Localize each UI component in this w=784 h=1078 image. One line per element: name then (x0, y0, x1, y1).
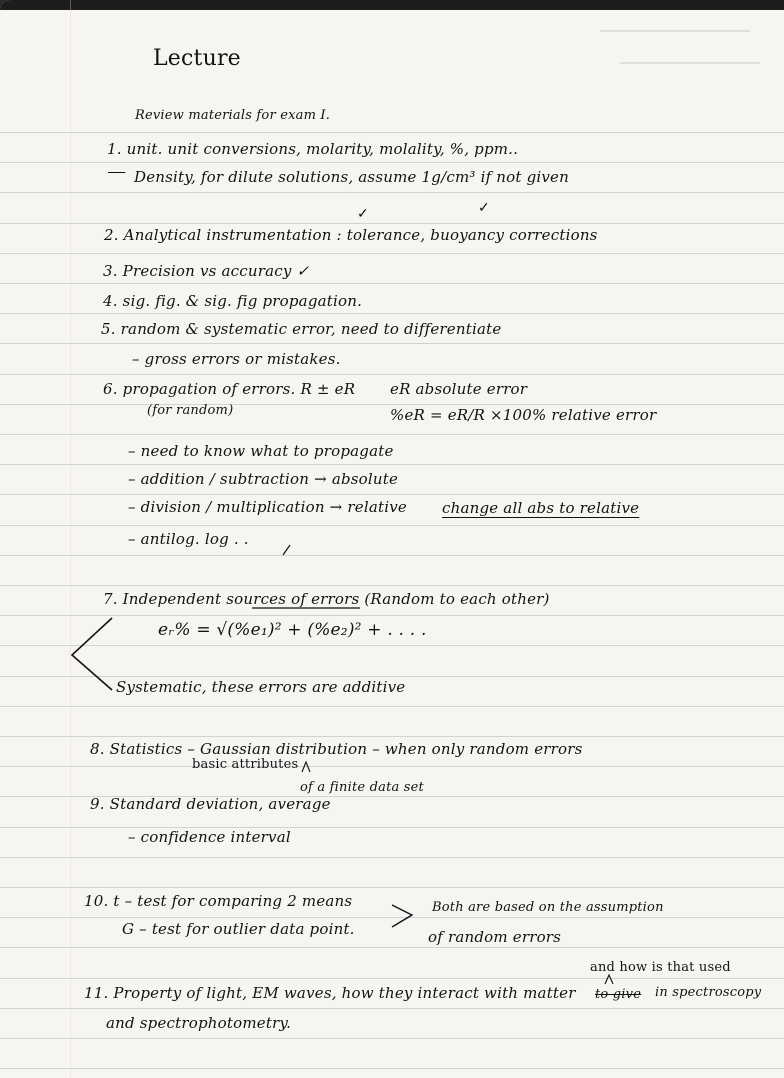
insert-caret (302, 762, 310, 772)
item-3: 3. Precision vs accuracy ✓ (103, 262, 310, 280)
item-6-c: – division / multiplication → relative (128, 498, 407, 516)
item-10-g-test: G – test for outlier data point. (122, 920, 355, 938)
item-9-note: of a finite data set (300, 780, 424, 795)
item-6: 6. propagation of errors. R ± eR (103, 380, 356, 398)
item-11-note: and how is that used (590, 960, 731, 975)
item-6-b: – addition / subtraction → absolute (128, 470, 399, 488)
check-mark: ✓ (478, 200, 490, 216)
item-6-c-note: change all abs to relative (442, 499, 640, 517)
item-4: 4. sig. fig. & sig. fig propagation. (103, 292, 363, 310)
item-8-note: basic attributes (192, 757, 299, 772)
item-7-systematic: Systematic, these errors are additive (116, 678, 406, 696)
item-7: 7. Independent sources of errors (Random to each other) (103, 590, 550, 608)
item-1-density: Density, for dilute solutions, assume 1g/cm³ if not given (134, 168, 569, 186)
item-5-sub: – gross errors or mistakes. (132, 350, 341, 368)
item-10-assumption-b: of random errors (428, 928, 562, 946)
item-8: 8. Statistics – Gaussian distribution – when only random errors (90, 740, 583, 758)
item-11-struck: to give (595, 987, 642, 1002)
item-10-t-test: 10. t – test for comparing 2 means (84, 892, 353, 910)
item-7-formula: eᵣ% = √(%e₁)² + (%e₂)² + . . . . (158, 620, 427, 640)
tick-stroke (283, 545, 290, 555)
item-5: 5. random & systematic error, need to differentiate (101, 320, 502, 338)
item-6-d: – antilog. log . . (128, 530, 249, 548)
page-title: Lecture (153, 46, 241, 71)
item-1: 1. unit. unit conversions, molarity, molality, %, ppm.. (107, 140, 519, 158)
item-6-a: – need to know what to propagate (128, 442, 394, 460)
item-2: 2. Analytical instrumentation : tolerance, buoyancy corrections (104, 226, 598, 244)
check-mark: ✓ (357, 206, 369, 222)
review-heading: Review materials for exam I. (135, 108, 331, 123)
bracket-stroke (72, 618, 112, 690)
item-9: 9. Standard deviation, average (90, 795, 331, 813)
item-6-note: (for random) (147, 403, 234, 418)
item-11-b: and spectrophotometry. (106, 1014, 292, 1032)
item-6-relative: %eR = eR/R ×100% relative error (390, 406, 657, 424)
item-10-assumption: Both are based on the assumption (432, 900, 664, 915)
item-9-sub: – confidence interval (128, 828, 291, 846)
arrow-stroke (392, 905, 412, 927)
item-11-c: in spectroscopy (655, 985, 762, 1000)
item-11: 11. Property of light, EM waves, how they interact with matter (84, 984, 576, 1002)
item-6-absolute: eR absolute error (390, 380, 528, 398)
insert-caret (605, 975, 613, 984)
